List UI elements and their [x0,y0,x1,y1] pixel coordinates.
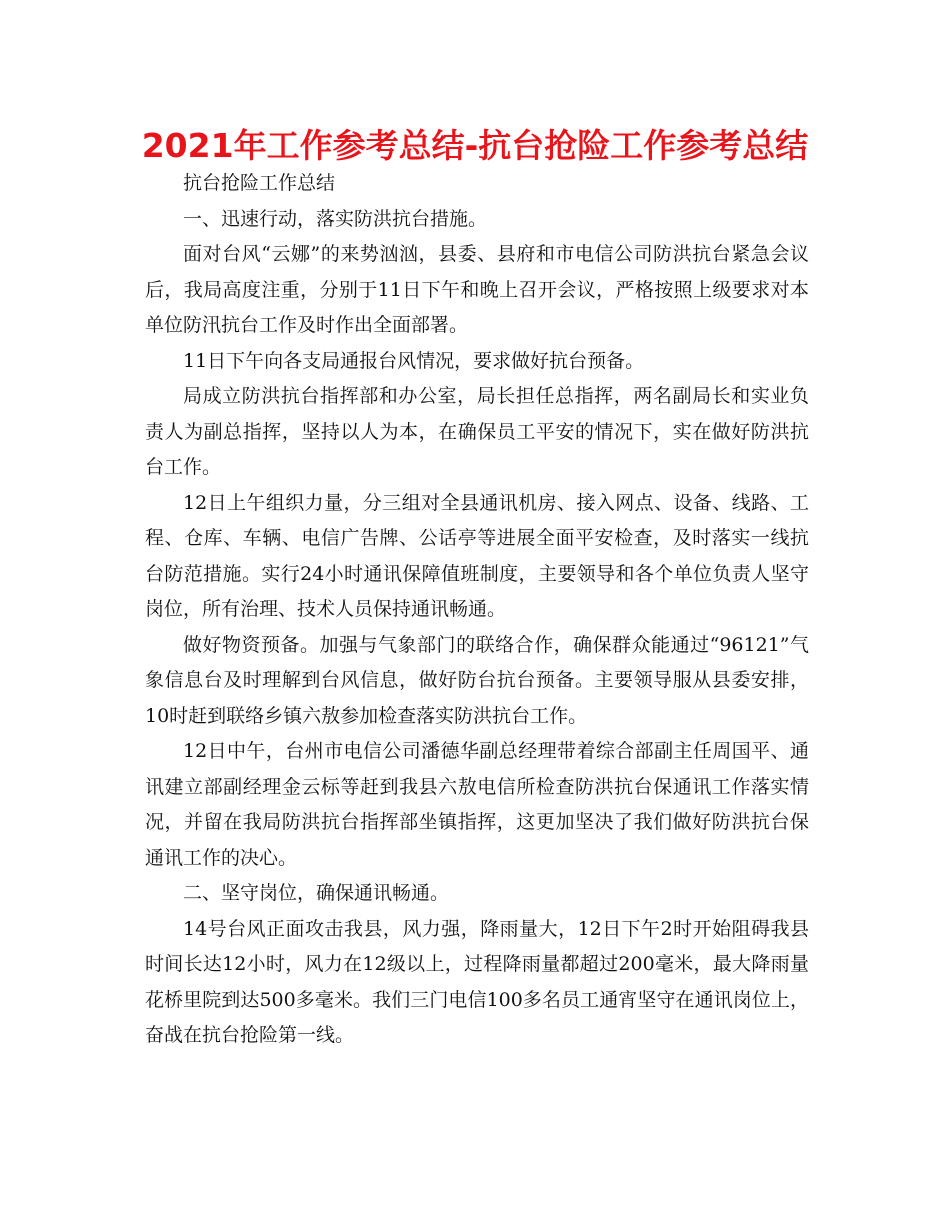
paragraph: 14号台风正面攻击我县，风力强，降雨量大，12日下午2时开始阻碍我县时间长达12小时，风力在12级以上，过程降雨量都超过200毫米，最大降雨量花桥里院到达500多毫米。我们三门电信100多名员工通宵坚守在通讯岗位上，奋战在抗台抢险第一线。 [145,917,809,1046]
paragraph-section-1-heading: 一、迅速行动，落实防洪抗台措施。 [183,207,488,230]
document-title: 2021年工作参考总结-抗台抢险工作参考总结 [141,126,809,165]
document-body [145,166,809,1054]
paragraph: 12日中午，台州市电信公司潘德华副总经理带着综合部副主任周国平、通讯建立部副经理金云标等赶到我县六敖电信所检查防洪抗台保通讯工作落实情况，并留在我局防洪抗台指挥部坐镇指挥，这更加坚决了我们做好防洪抗台保通讯工作的决心。 [145,740,809,869]
paragraph: 做好物资预备。加强与气象部门的联络合作，确保群众能通过“96121”气象信息台及时理解到台风信息，做好防台抗台预备。主要领导服从县委安排，10时赶到联络乡镇六敖参加检查落实防洪抗台工作。 [145,633,809,727]
paragraph-subtitle: 抗台抢险工作总结 [183,172,336,194]
paragraph: 局成立防洪抗台指挥部和办公室，局长担任总指挥，两名副局长和实业负责人为副总指挥，坚持以人为本，在确保员工平安的情况下，实在做好防洪抗台工作。 [145,385,809,478]
paragraph: 12日上午组织力量，分三组对全县通讯机房、接入网点、设备、线路、工程、仓库、车辆、电信广告牌、公话亭等进展全面平安检查，及时落实一线抗台防范措施。实行24小时通讯保障值班制度，主要领导和各个单位负责人坚守岗位，所有治理、技术人员保持通讯畅通。 [145,491,809,620]
paragraph: 面对台风“云娜”的来势汹汹，县委、县府和市电信公司防洪抗台紧急会议后，我局高度注重，分别于11日下午和晚上召开会议，严格按照上级要求对本单位防汛抗台工作及时作出全面部署。 [145,243,809,336]
paragraph-section-2-heading: 二、坚守岗位，确保通讯畅通。 [183,882,450,904]
paragraph: 11日下午向各支局通报台风情况，要求做好抗台预备。 [183,349,645,372]
